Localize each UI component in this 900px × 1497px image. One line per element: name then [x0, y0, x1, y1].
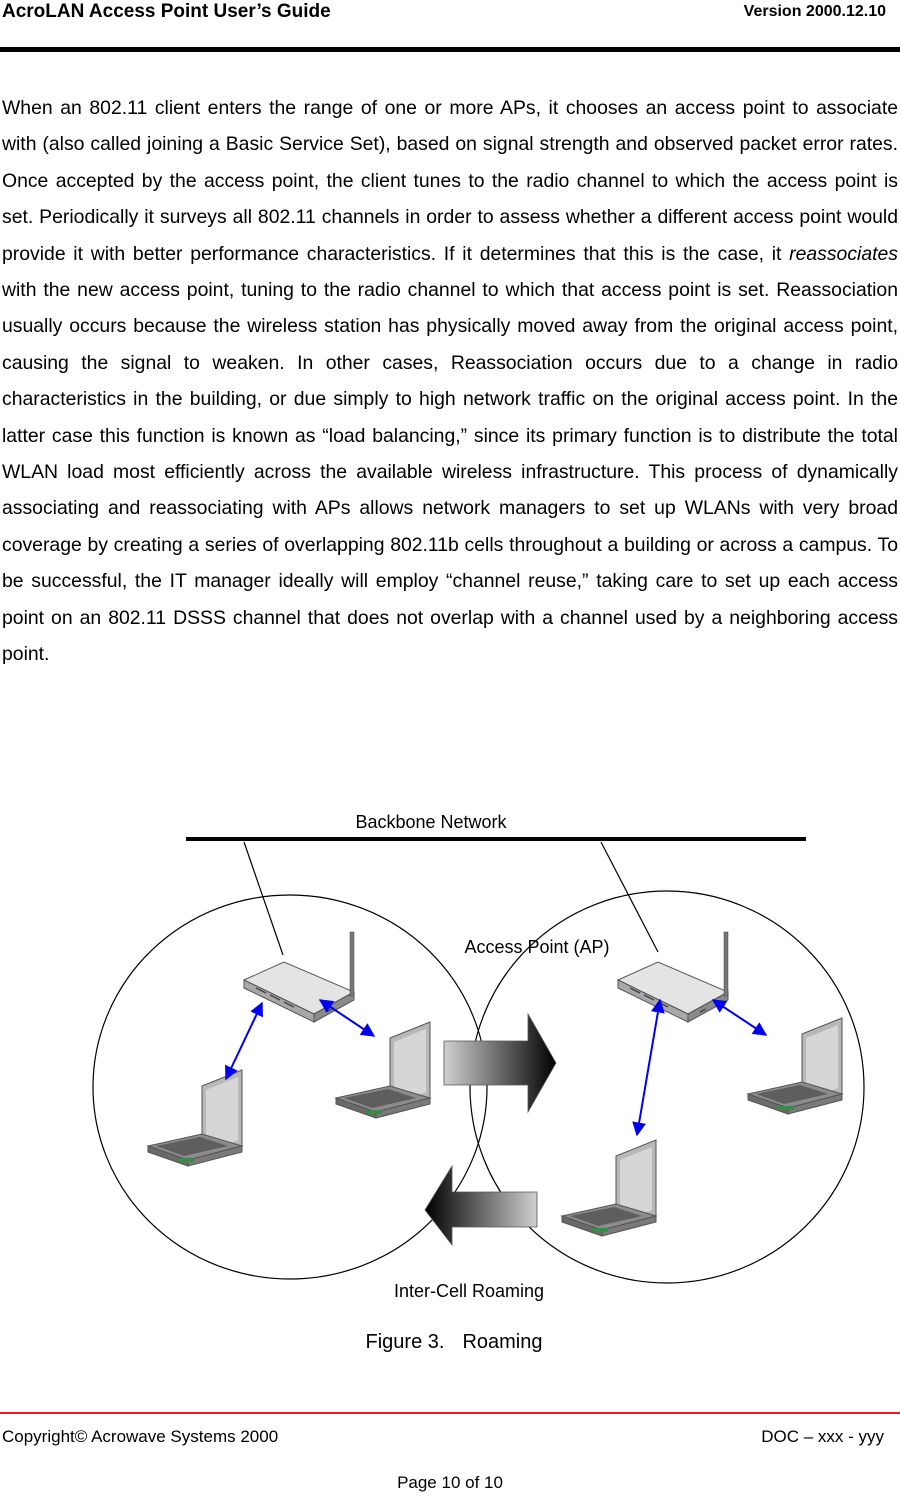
- footer-rule: [0, 1412, 900, 1414]
- body-text-part-1: When an 802.11 client enters the range of one or more APs, it chooses an access point to associate with (also called joining a Basic Service Set), based on signal strength and observed packet error rates. Once accepted by the access point, the client tunes to the radio channel to which the access point is set. Periodically it surveys all 802.11 channels in order to assess whether a different access point would provide it with better performance characteristics. If it determines that this is the case, it: [2, 97, 898, 265]
- reassociates-term: reassociates: [789, 242, 898, 265]
- right-link-arrow-2: [713, 1000, 766, 1035]
- right-link-arrow-1: [637, 1000, 660, 1135]
- left-laptop-1-icon: [148, 1070, 242, 1166]
- access-point-label: Access Point (AP): [464, 937, 610, 957]
- inter-cell-roaming-label: Inter-Cell Roaming: [393, 1281, 545, 1301]
- figure-number: Figure 3.: [365, 1331, 445, 1353]
- body-text-part-2: with the new access point, tuning to the radio channel to which that access point is set. Reassociation usually occurs because the wireless station has physically moved away from the original access point, causing the signal to weaken. In other cases, Reassociation occurs due to a change in radio characteristics in the building, or due simply to high network traffic on the original access point. In the latter case this function is known as “load balancing,” since its primary function is to distribute the total WLAN load most efficiently across the available wireless infrastructure. This process of dynamically associating and reassociating with APs allows network managers to set up WLANs with very broad coverage by creating a series of overlapping 802.11b cells throughout a building or across a campus. To be successful, the IT manager ideally will employ “channel reuse,” taking care to set up each access point on an 802.11 DSSS channel that does not overlap with a channel used by a neighboring access point.: [2, 279, 898, 666]
- document-title: AcroLAN Access Point User’s Guide: [2, 1, 331, 22]
- page-number: Page 10 of 10: [397, 1473, 503, 1492]
- roam-right-arrow-icon: [444, 1014, 556, 1112]
- roaming-diagram: [0, 800, 900, 1320]
- header-rule: [0, 47, 900, 52]
- figure-caption: [0, 1331, 900, 1354]
- left-link-arrow-1: [226, 1003, 262, 1079]
- left-link-arrow-2: [320, 1000, 374, 1036]
- document-id: DOC – xxx - yyy: [761, 1427, 884, 1446]
- figure-title: Roaming: [462, 1331, 543, 1353]
- backbone-network-label: Backbone Network: [355, 812, 507, 832]
- body-paragraph: [2, 90, 898, 673]
- right-ap-connector: [601, 842, 658, 952]
- document-version: Version 2000.12.10: [743, 3, 886, 20]
- roam-left-arrow-icon: [425, 1166, 537, 1245]
- right-access-point-icon: [618, 932, 728, 1022]
- page-header: [0, 0, 900, 52]
- copyright-notice: Copyright© Acrowave Systems 2000: [2, 1427, 279, 1446]
- right-laptop-1-icon: [562, 1140, 656, 1236]
- left-laptop-2-icon: [336, 1022, 430, 1118]
